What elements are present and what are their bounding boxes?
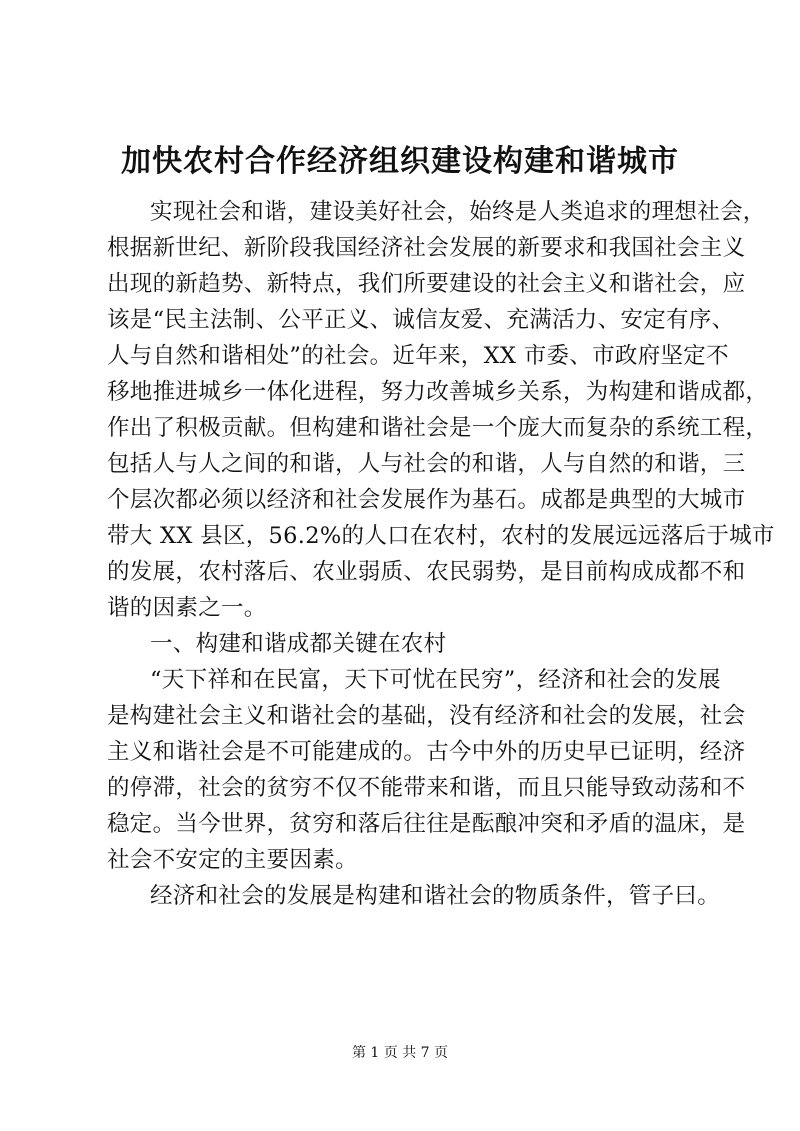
body-line: 的停滞，社会的贫穷不仅不能带来和谐，而且只能导致动荡和不 (107, 775, 746, 801)
body-line: 经济和社会的发展是构建和谐社会的物质条件，管子曰。 (150, 883, 721, 909)
body-line: 包括人与人之间的和谐，人与社会的和谐，人与自然的和谐，三 (107, 451, 746, 477)
body-line: 人与自然和谐相处”的社会。近年来，XX 市委、市政府坚定不 (107, 343, 729, 369)
page-number: 第 1 页 共 7 页 (351, 1045, 449, 1061)
body-line: 出现的新趋势、新特点，我们所要建设的社会主义和谐社会，应 (107, 271, 746, 297)
body-line: 稳定。当今世界，贫穷和落后往往是酝酿冲突和矛盾的温床，是 (107, 811, 746, 837)
body-line: 移地推进城乡一体化进程，努力改善城乡关系，为构建和谐成都， (107, 379, 769, 405)
body-line: “天下祥和在民富，天下可忧在民穷”，经济和社会的发展 (150, 667, 721, 693)
body-line: 谐的因素之一。 (107, 595, 267, 621)
body-line: 带大 XX 县区，56.2%的人口在农村，农村的发展远远落后于城市 (107, 523, 775, 549)
body-line: 根据新世纪、新阶段我国经济社会发展的新要求和我国社会主义 (107, 235, 746, 261)
body-line: 作出了积极贡献。但构建和谐社会是一个庞大而复杂的系统工程， (107, 415, 769, 441)
body-line: 是构建社会主义和谐社会的基础，没有经济和社会的发展，社会 (107, 703, 746, 729)
body-line: 的发展，农村落后、农业弱质、农民弱势，是目前构成成都不和 (107, 559, 746, 585)
document-title: 加快农村合作经济组织建设构建和谐城市 (121, 144, 679, 179)
section-heading: 一、构建和谐成都关键在农村 (150, 631, 447, 657)
body-line: 社会不安定的主要因素。 (107, 847, 358, 873)
body-line: 个层次都必须以经济和社会发展作为基石。成都是典型的大城市 (107, 487, 746, 513)
body-line: 实现社会和谐，建设美好社会，始终是人类追求的理想社会， (150, 199, 766, 225)
body-line: 主义和谐社会是不可能建成的。古今中外的历史早已证明，经济 (107, 739, 746, 765)
body-line: 该是“民主法制、公平正义、诚信友爱、充满活力、安定有序、 (107, 307, 735, 333)
